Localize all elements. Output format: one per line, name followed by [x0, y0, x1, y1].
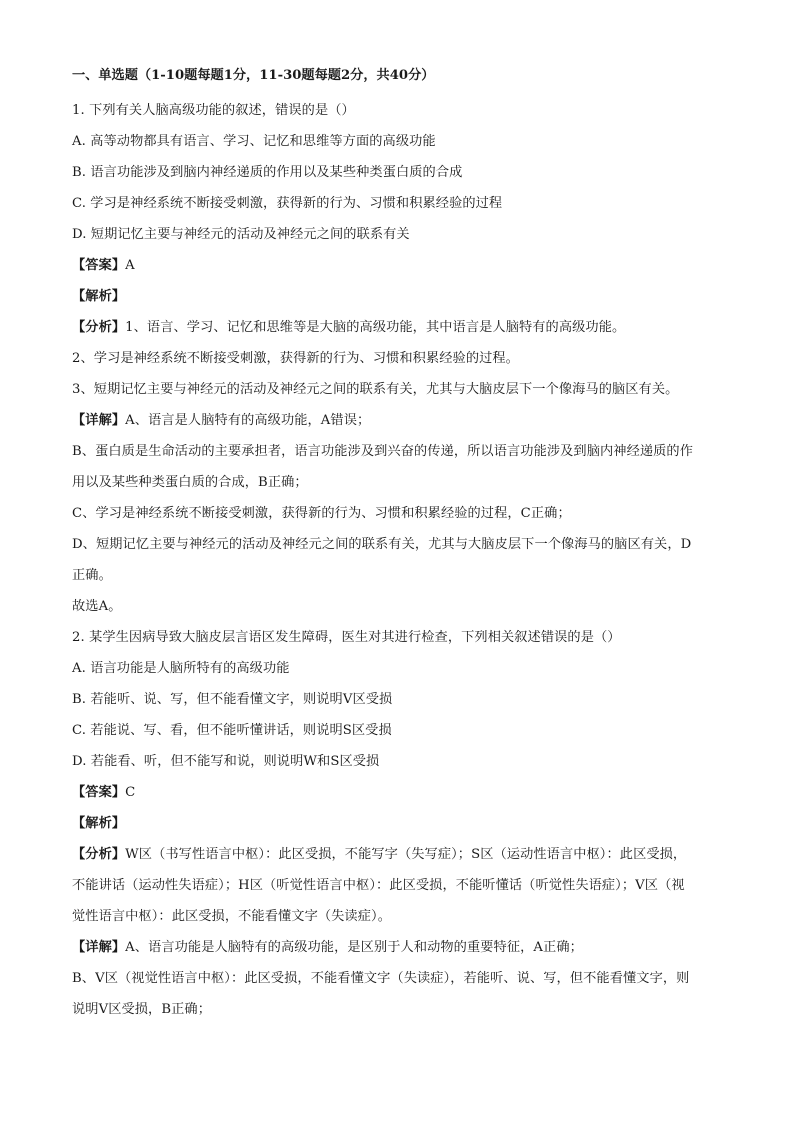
- answer-value: A: [125, 258, 135, 273]
- fenxi-tag: 【分析】: [72, 320, 126, 335]
- question-1-option-d: D. 短期记忆主要与神经元的活动及神经元之间的联系有关: [72, 227, 410, 242]
- question-2-option-d: D. 若能看、听，但不能写和说，则说明W和S区受损: [72, 754, 380, 769]
- question-1-analysis-heading: [72, 281, 726, 312]
- question-2-xiangjie-line: B、V区（视觉性语言中枢）：此区受损，不能看懂文字（失读症），若能听、说、写，但不能看懂文字，则: [72, 971, 690, 986]
- xiangjie-text: A、语言是人脑特有的高级功能，A错误；: [125, 413, 371, 428]
- question-1-xiangjie-line: 正确。: [72, 568, 112, 583]
- question-1-fenxi-line: 3、短期记忆主要与神经元的活动及神经元之间的联系有关，尤其与大脑皮层下一个像海马的脑区有关。: [72, 382, 679, 397]
- fenxi-text: 1、语言、学习、记忆和思维等是大脑的高级功能，其中语言是人脑特有的高级功能。: [125, 320, 626, 335]
- question-2-answer: [72, 777, 726, 808]
- question-1-option-c: C. 学习是神经系统不断接受刺激，获得新的行为、习惯和积累经验的过程: [72, 196, 503, 211]
- question-1-option-b: B. 语言功能涉及到脑内神经递质的作用以及某些种类蛋白质的合成: [72, 165, 463, 180]
- fenxi-tag: 【分析】: [72, 847, 126, 862]
- xiangjie-text: A、语言功能是人脑特有的高级功能，是区别于人和动物的重要特征，A正确；: [125, 940, 583, 955]
- question-1-xiangjie-line: 用以及某些种类蛋白质的合成，B正确；: [72, 475, 308, 490]
- question-2-xiangjie-line: [72, 932, 726, 963]
- answer-value: C: [125, 785, 136, 800]
- question-2-option-a: A. 语言功能是人脑所特有的高级功能: [72, 661, 290, 676]
- question-1-answer: [72, 250, 726, 281]
- answer-tag: 【答案】: [72, 258, 126, 273]
- question-1-stem: 1. 下列有关人脑高级功能的叙述，错误的是（）: [72, 103, 355, 118]
- question-1-fenxi-line: 2、学习是神经系统不断接受刺激，获得新的行为、习惯和积累经验的过程。: [72, 351, 519, 366]
- question-1-xiangjie-line: B、蛋白质是生命活动的主要承担者，语言功能涉及到兴奋的传递，所以语言功能涉及到脑内神经递质的作: [72, 444, 694, 459]
- question-2-fenxi-line: 觉性语言中枢）：此区受损，不能看懂文字（失读症）。: [72, 909, 391, 924]
- question-2-fenxi-line: 不能讲话（运动性失语症）；H区（听觉性语言中枢）：此区受损，不能听懂话（听觉性失语症）；V区（视: [72, 878, 685, 893]
- question-2-analysis-heading: [72, 808, 726, 839]
- fenxi-text: W区（书写性语言中枢）：此区受损，不能写字（失写症）；S区（运动性语言中枢）：此区受损，: [125, 847, 687, 862]
- section-title: 一、单选题（1-10题每题1分，11-30题每题2分，共40分）: [72, 68, 435, 83]
- question-1-conclusion: 故选A。: [72, 599, 122, 614]
- analysis-tag: 【解析】: [72, 816, 126, 831]
- xiangjie-tag: 【详解】: [72, 413, 126, 428]
- question-2-option-b: B. 若能听、说、写，但不能看懂文字，则说明V区受损: [72, 692, 393, 707]
- question-1-xiangjie-line: [72, 405, 726, 436]
- question-2-option-c: C. 若能说、写、看，但不能听懂讲话，则说明S区受损: [72, 723, 392, 738]
- question-1-xiangjie-line: D、短期记忆主要与神经元的活动及神经元之间的联系有关，尤其与大脑皮层下一个像海马的脑区有关，D: [72, 537, 692, 552]
- question-1-xiangjie-line: C、学习是神经系统不断接受刺激，获得新的行为、习惯和积累经验的过程，C正确；: [72, 506, 571, 521]
- question-2-xiangjie-line: 说明V区受损，B正确；: [72, 1002, 212, 1017]
- analysis-tag: 【解析】: [72, 289, 126, 304]
- document-page: [72, 64, 726, 1025]
- xiangjie-tag: 【详解】: [72, 940, 126, 955]
- question-2-stem: 2. 某学生因病导致大脑皮层言语区发生障碍，医生对其进行检查，下列相关叙述错误的是（）: [72, 630, 621, 645]
- question-1-fenxi-line: [72, 312, 726, 343]
- question-1-option-a: A. 高等动物都具有语言、学习、记忆和思维等方面的高级功能: [72, 134, 436, 149]
- question-2-fenxi-line: [72, 839, 726, 870]
- answer-tag: 【答案】: [72, 785, 126, 800]
